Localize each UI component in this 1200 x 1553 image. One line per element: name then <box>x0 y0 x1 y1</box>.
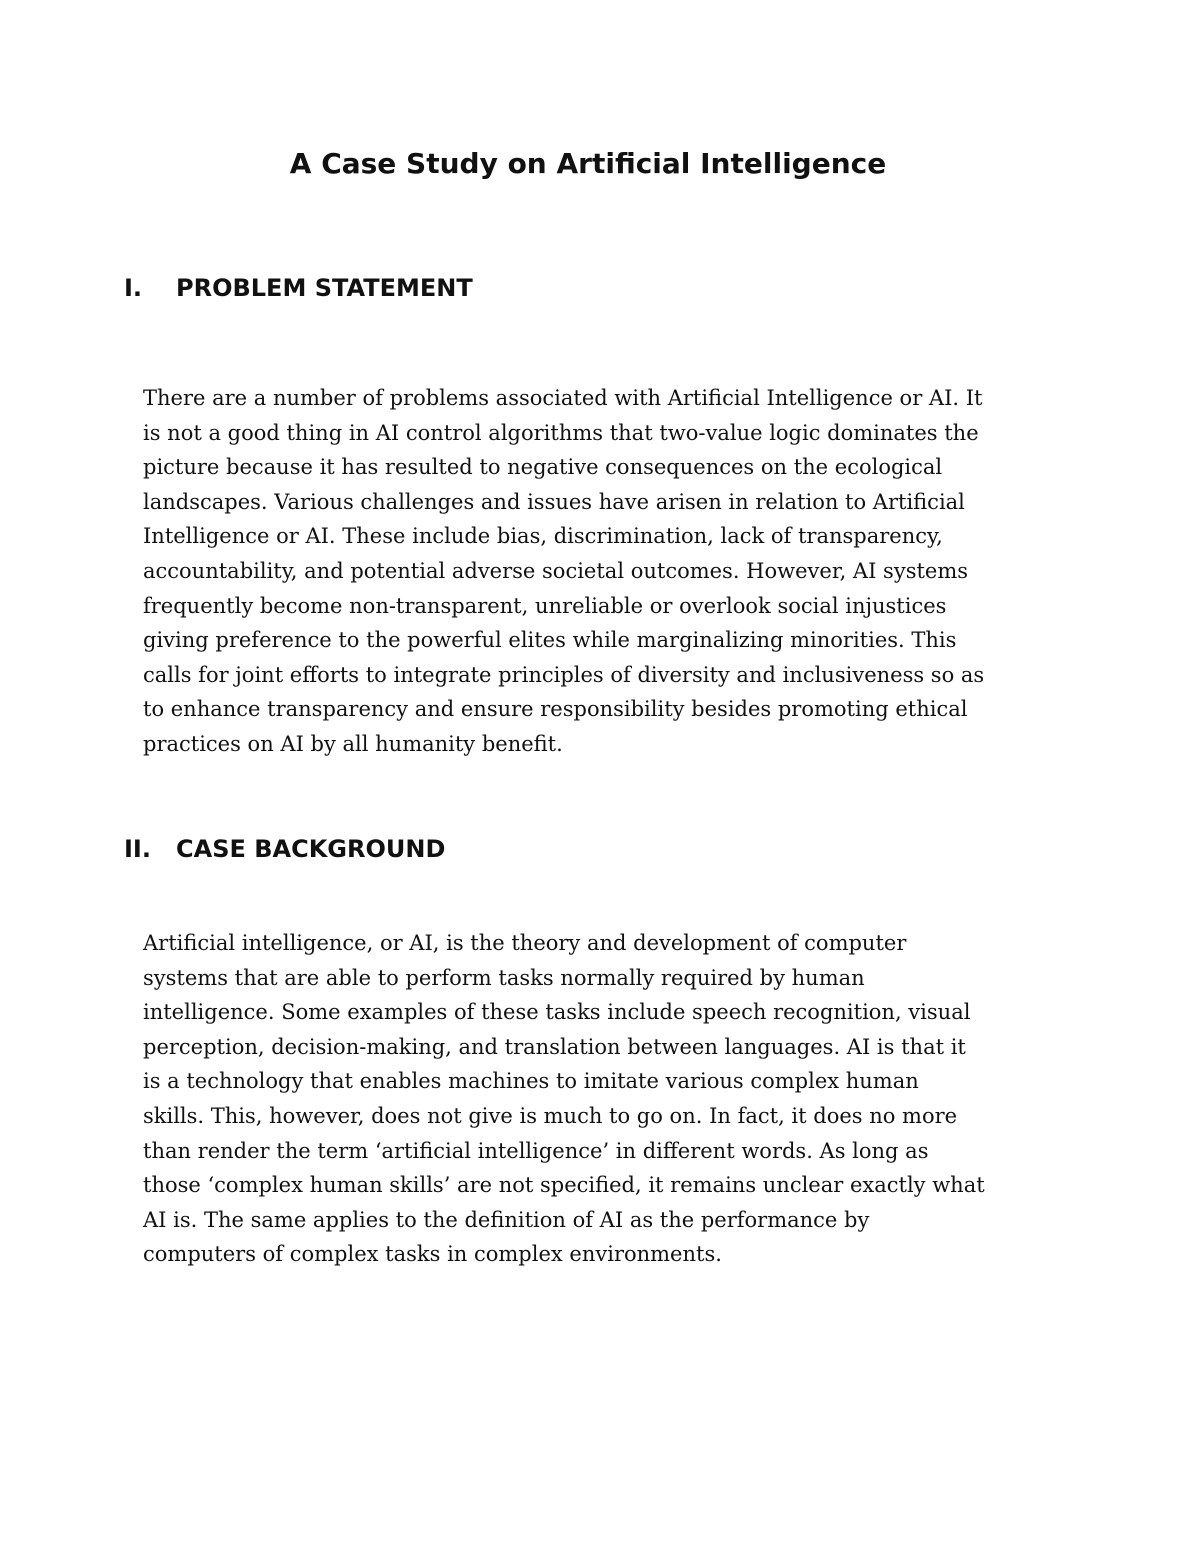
paragraph-line: skills. This, however, does not give is much to go on. In fact, it does no more <box>143 1103 958 1128</box>
paragraph-line: is a technology that enables machines to imitate various complex human <box>143 1069 919 1094</box>
section-number: II. <box>124 835 151 863</box>
paragraph-line: frequently become non-transparent, unreliable or overlook social injustices <box>143 593 947 618</box>
paragraph-line: Artificial intelligence, or AI, is the theory and development of computer <box>143 931 907 955</box>
paragraph-line: than render the term ‘artificial intelligence’ in different words. As long as <box>143 1138 929 1163</box>
section-title: PROBLEM STATEMENT <box>176 274 473 302</box>
section-number: I. <box>124 274 143 302</box>
case-background-paragraph <box>143 926 1063 1272</box>
paragraph-line: those ‘complex human skills’ are not specified, it remains unclear exactly what <box>143 1173 985 1198</box>
problem-statement-paragraph <box>143 381 1063 762</box>
paragraph-line: accountability, and potential adverse societal outcomes. However, AI systems <box>143 558 969 583</box>
paragraph-line: calls for joint efforts to integrate principles of diversity and inclusiveness so as <box>143 662 985 687</box>
paragraph-line: to enhance transparency and ensure responsibility besides promoting ethical <box>143 697 968 722</box>
paragraph-line: is not a good thing in AI control algorithms that two-value logic dominates the <box>143 420 979 445</box>
paragraph-line: There are a number of problems associated with Artificial Intelligence or AI. It <box>143 386 983 410</box>
paragraph-line: Intelligence or AI. These include bias, discrimination, lack of transparency, <box>143 524 943 549</box>
paragraph-line: systems that are able to perform tasks normally required by human <box>143 965 865 990</box>
paragraph-line: AI is. The same applies to the definition of AI as the performance by <box>143 1207 870 1232</box>
paragraph-line: giving preference to the powerful elites while marginalizing minorities. This <box>143 628 957 653</box>
section-title: CASE BACKGROUND <box>176 835 446 863</box>
paragraph-line: landscapes. Various challenges and issues have arisen in relation to Artificial <box>143 489 965 514</box>
paragraph-line: perception, decision-making, and translation between languages. AI is that it <box>143 1034 966 1059</box>
paragraph-line: computers of complex tasks in complex environments. <box>143 1242 722 1267</box>
paragraph-line: practices on AI by all humanity benefit. <box>143 731 563 756</box>
paragraph-line: picture because it has resulted to negative consequences on the ecological <box>143 455 943 480</box>
page-title: A Case Study on Artificial Intelligence <box>289 147 887 180</box>
paragraph-line: intelligence. Some examples of these tasks include speech recognition, visual <box>143 1000 971 1025</box>
